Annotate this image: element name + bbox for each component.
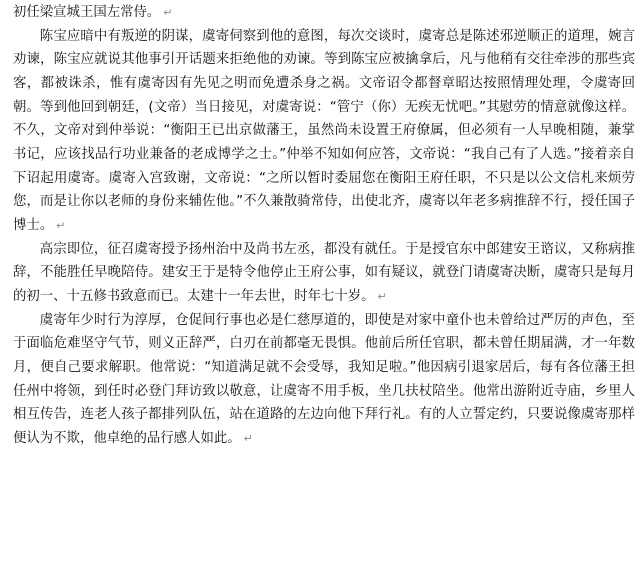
paragraph-2: [13, 25, 635, 238]
paragraph-text: 虞寄年少时行为淳厚，仓促间行事也必是仁慈厚道的，即使是对家中童仆也未曾给过严厉的声色，至于面临危难坚守气节，则义正辞严，白刃在前都毫无畏惧。他前后所任官职，都未曾任期届满，才一年数月，便自己要求解职。他常说：“知道满足就不会受辱，我知足啦。”他因病引退家居后，每有各位藩王担任州中将领，到任时必登门拜访致以敬意，让虞寄不用手板，坐几扶杖陪坐。他常出游附近寺庙，乡里人相互传告，连老人孩子都排列队伍，站在道路的左边向他下拜行礼。有的人立誓定约，只要说像虞寄那样便认为不欺，他卓绝的品行感人如此。: [13, 312, 635, 446]
paragraph-3: [13, 238, 635, 309]
paragraph-mark-icon: ↵: [377, 289, 387, 303]
paragraph-text: 陈宝应暗中有叛逆的阴谋，虞寄伺察到他的意图，每次交谈时，虞寄总是陈述邪逆顺正的道理，婉言劝谏，陈宝应就说其他事引开话题来拒绝他的劝谏。等到陈宝应被擒拿后，凡与他稍有交往牵涉的那些宾客，都被诛杀，惟有虞寄因有先见之明而免遭杀身之祸。文帝诏令都督章昭达按照情理处理，令虞寄回朝。等到他回到朝廷，(文帝）当日接见，对虞寄说：“管宁（你）无疾无忧吧。”其慰劳的情意就像这样。不久，文帝对到仲举说：“衡阳王已出京做藩王，虽然尚未设置王府僚属，但必须有一人早晚相随，兼掌书记，应该找品行功业兼备的老成博学之士。”仲举不知如何应答，文帝说：“我自己有了人选。”接着亲自下诏起用虞寄。虞寄入宫致谢，文帝说：“之所以暂时委屈您在衡阳王府任职，不只是以公文信札来烦劳您，而是让你以老师的身份来辅佐他。”不久兼散骑常侍，出使北齐，虞寄以年老多病推辞不行，授任国子博士。: [13, 28, 635, 233]
paragraph-mark-icon: ↵: [163, 6, 173, 19]
paragraph-text: 高宗即位，征召虞寄授予扬州治中及尚书左丞，都没有就任。于是授官东中郎建安王谘议，又称病推辞，不能胜任早晚陪侍。建安王于是特令他停止王府公事，如有疑议，就登门请虞寄决断，虞寄只是每月的初一、十五修书致意而已。太建十一年去世，时年七十岁。: [13, 241, 635, 304]
paragraph-4: [13, 309, 635, 451]
paragraph-text: 初任梁宣城王国左常侍。: [13, 5, 161, 20]
paragraph-1: [13, 1, 635, 25]
paragraph-mark-icon: ↵: [243, 431, 253, 445]
paragraph-mark-icon: ↵: [56, 218, 66, 232]
